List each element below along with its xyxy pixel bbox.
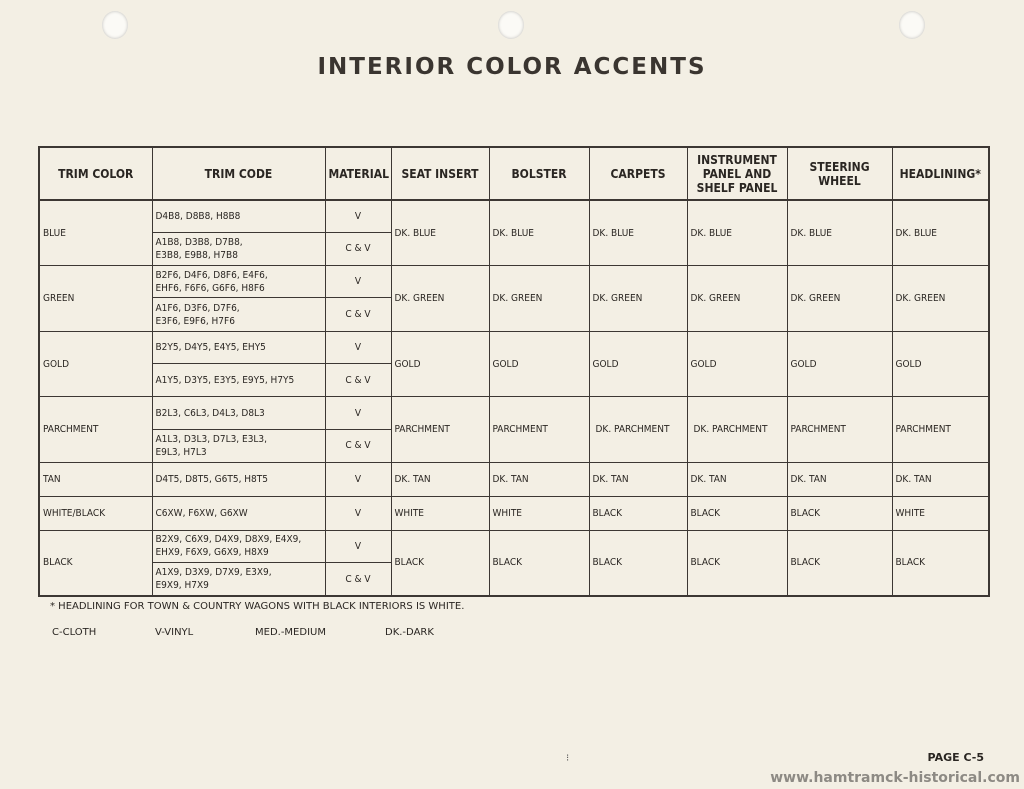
carpets-cell: GOLD bbox=[589, 331, 687, 397]
trim-code-cell bbox=[152, 232, 325, 265]
header-instrument-line2: PANEL AND bbox=[702, 166, 772, 181]
trim-color-green: GREEN bbox=[39, 266, 152, 332]
trim-code-line: D4B8, D8B8, H8B8 bbox=[155, 210, 241, 222]
material-cell: C & V bbox=[325, 232, 391, 265]
trim-color-white-black: WHITE/BLACK bbox=[39, 497, 152, 530]
trim-code-line: EHX9, F6X9, G6X9, H8X9 bbox=[155, 547, 269, 559]
trim-code-cell bbox=[152, 266, 325, 298]
steering-wheel-cell: DK. GREEN bbox=[787, 266, 892, 332]
table-row bbox=[39, 200, 989, 232]
carpets-cell: DK. PARCHMENT bbox=[589, 397, 687, 463]
carpets-cell: BLACK bbox=[589, 530, 687, 596]
bolster-cell: WHITE bbox=[489, 497, 589, 530]
material-cell: C & V bbox=[325, 364, 391, 397]
trim-code-line: A1B8, D3B8, D7B8, bbox=[155, 236, 243, 248]
headlining-cell: DK. TAN bbox=[892, 463, 989, 497]
seat-insert-cell: DK. GREEN bbox=[391, 266, 489, 332]
binder-hole-right bbox=[899, 11, 925, 39]
steering-wheel-cell: BLACK bbox=[787, 530, 892, 596]
page-title: INTERIOR COLOR ACCENTS bbox=[317, 54, 707, 80]
carpets-cell: DK. GREEN bbox=[589, 266, 687, 332]
trim-code-cell bbox=[152, 331, 325, 363]
bolster-cell: DK. BLUE bbox=[489, 200, 589, 266]
material-cell: C & V bbox=[325, 563, 391, 596]
trim-color-black: BLACK bbox=[39, 530, 152, 596]
headlining-cell: PARCHMENT bbox=[892, 397, 989, 463]
bolster-cell: GOLD bbox=[489, 331, 589, 397]
trim-code-line: B2F6, D4F6, D8F6, E4F6, bbox=[155, 269, 268, 281]
table-row bbox=[39, 397, 989, 429]
trim-code-line: E9X9, H7X9 bbox=[155, 580, 209, 592]
header-row bbox=[39, 147, 989, 200]
headlining-footnote: * HEADLINING FOR TOWN & COUNTRY WAGONS WITH BLACK INTERIORS IS WHITE. bbox=[50, 601, 465, 612]
header-instrument-line1: INSTRUMENT bbox=[697, 152, 777, 167]
trim-code-line: E3B8, E9B8, H7B8 bbox=[155, 249, 238, 261]
material-cell: V bbox=[325, 200, 391, 232]
instrument-panel-cell: DK. BLUE bbox=[687, 200, 787, 266]
material-cell: V bbox=[325, 530, 391, 562]
bolster-cell: BLACK bbox=[489, 530, 589, 596]
instrument-panel-cell: DK. PARCHMENT bbox=[687, 397, 787, 463]
watermark-url: www.hamtramck-historical.com bbox=[770, 770, 1020, 786]
trim-code-cell bbox=[152, 497, 325, 530]
binding-mark: ⁝ bbox=[566, 753, 570, 764]
trim-code-cell bbox=[152, 298, 325, 331]
trim-code-line: E9L3, H7L3 bbox=[155, 446, 207, 458]
header-material: MATERIAL bbox=[325, 147, 391, 200]
table-row bbox=[39, 530, 989, 562]
header-trim-code: TRIM CODE bbox=[152, 147, 325, 200]
headlining-cell: GOLD bbox=[892, 331, 989, 397]
steering-wheel-cell: BLACK bbox=[787, 497, 892, 530]
header-steering-wheel: STEERING WHEEL bbox=[787, 147, 892, 200]
material-cell: C & V bbox=[325, 429, 391, 462]
trim-code-line: E3F6, E9F6, H7F6 bbox=[155, 315, 235, 327]
seat-insert-cell: DK. TAN bbox=[391, 463, 489, 497]
page-number: PAGE C-5 bbox=[927, 751, 984, 764]
trim-code-line: D4T5, D8T5, G6T5, H8T5 bbox=[155, 474, 268, 486]
trim-code-line: C6XW, F6XW, G6XW bbox=[155, 508, 248, 520]
seat-insert-cell: GOLD bbox=[391, 331, 489, 397]
table-row bbox=[39, 463, 989, 497]
steering-wheel-cell: GOLD bbox=[787, 331, 892, 397]
bolster-cell: DK. GREEN bbox=[489, 266, 589, 332]
trim-code-line: A1L3, D3L3, D7L3, E3L3, bbox=[155, 433, 268, 445]
trim-code-line: B2Y5, D4Y5, E4Y5, EHY5 bbox=[155, 341, 266, 353]
headlining-cell: DK. BLUE bbox=[892, 200, 989, 266]
carpets-cell: BLACK bbox=[589, 497, 687, 530]
seat-insert-cell: WHITE bbox=[391, 497, 489, 530]
instrument-panel-cell: BLACK bbox=[687, 530, 787, 596]
steering-wheel-cell: DK. BLUE bbox=[787, 200, 892, 266]
instrument-panel-cell: DK. GREEN bbox=[687, 266, 787, 332]
steering-wheel-cell: PARCHMENT bbox=[787, 397, 892, 463]
trim-code-cell bbox=[152, 463, 325, 497]
trim-code-line: B2L3, C6L3, D4L3, D8L3 bbox=[155, 407, 265, 419]
trim-code-cell bbox=[152, 429, 325, 462]
instrument-panel-cell: GOLD bbox=[687, 331, 787, 397]
trim-color-blue: BLUE bbox=[39, 200, 152, 266]
header-carpets: CARPETS bbox=[589, 147, 687, 200]
header-instrument-line3: SHELF PANEL bbox=[696, 180, 778, 195]
trim-code-cell bbox=[152, 364, 325, 397]
abbreviation-dark: DK.-DARK bbox=[385, 627, 434, 638]
headlining-cell: BLACK bbox=[892, 530, 989, 596]
carpets-cell: DK. TAN bbox=[589, 463, 687, 497]
binder-hole-left bbox=[102, 11, 128, 39]
material-cell: V bbox=[325, 266, 391, 298]
material-cell: V bbox=[325, 497, 391, 530]
header-instrument-panel bbox=[687, 147, 787, 200]
bolster-cell: PARCHMENT bbox=[489, 397, 589, 463]
trim-code-line: A1F6, D3F6, D7F6, bbox=[155, 302, 240, 314]
header-bolster: BOLSTER bbox=[489, 147, 589, 200]
material-cell: C & V bbox=[325, 298, 391, 331]
seat-insert-cell: PARCHMENT bbox=[391, 397, 489, 463]
trim-color-parchment: PARCHMENT bbox=[39, 397, 152, 463]
instrument-panel-cell: DK. TAN bbox=[687, 463, 787, 497]
table-row bbox=[39, 497, 989, 530]
trim-color-gold: GOLD bbox=[39, 331, 152, 397]
headlining-cell: DK. GREEN bbox=[892, 266, 989, 332]
material-cell: V bbox=[325, 397, 391, 429]
headlining-cell: WHITE bbox=[892, 497, 989, 530]
abbreviation-cloth: C-CLOTH bbox=[52, 627, 97, 638]
binder-hole-center bbox=[498, 11, 524, 39]
carpets-cell: DK. BLUE bbox=[589, 200, 687, 266]
material-cell: V bbox=[325, 463, 391, 497]
trim-code-line: A1X9, D3X9, D7X9, E3X9, bbox=[155, 567, 272, 579]
header-trim-color: TRIM COLOR bbox=[39, 147, 152, 200]
trim-code-cell bbox=[152, 200, 325, 232]
bolster-cell: DK. TAN bbox=[489, 463, 589, 497]
table-row bbox=[39, 266, 989, 298]
color-accents-table bbox=[38, 146, 990, 597]
seat-insert-cell: DK. BLUE bbox=[391, 200, 489, 266]
trim-code-cell bbox=[152, 563, 325, 596]
abbreviation-vinyl: V-VINYL bbox=[155, 627, 194, 638]
abbreviation-medium: MED.-MEDIUM bbox=[255, 627, 326, 638]
trim-code-line: EHF6, F6F6, G6F6, H8F6 bbox=[155, 282, 265, 294]
steering-wheel-cell: DK. TAN bbox=[787, 463, 892, 497]
material-cell: V bbox=[325, 331, 391, 363]
table-row bbox=[39, 331, 989, 363]
instrument-panel-cell: BLACK bbox=[687, 497, 787, 530]
header-headlining: HEADLINING* bbox=[892, 147, 989, 200]
trim-code-cell bbox=[152, 530, 325, 562]
seat-insert-cell: BLACK bbox=[391, 530, 489, 596]
trim-code-line: A1Y5, D3Y5, E3Y5, E9Y5, H7Y5 bbox=[155, 374, 295, 386]
trim-code-line: B2X9, C6X9, D4X9, D8X9, E4X9, bbox=[155, 534, 302, 546]
trim-code-cell bbox=[152, 397, 325, 429]
trim-color-tan: TAN bbox=[39, 463, 152, 497]
header-seat-insert: SEAT INSERT bbox=[391, 147, 489, 200]
